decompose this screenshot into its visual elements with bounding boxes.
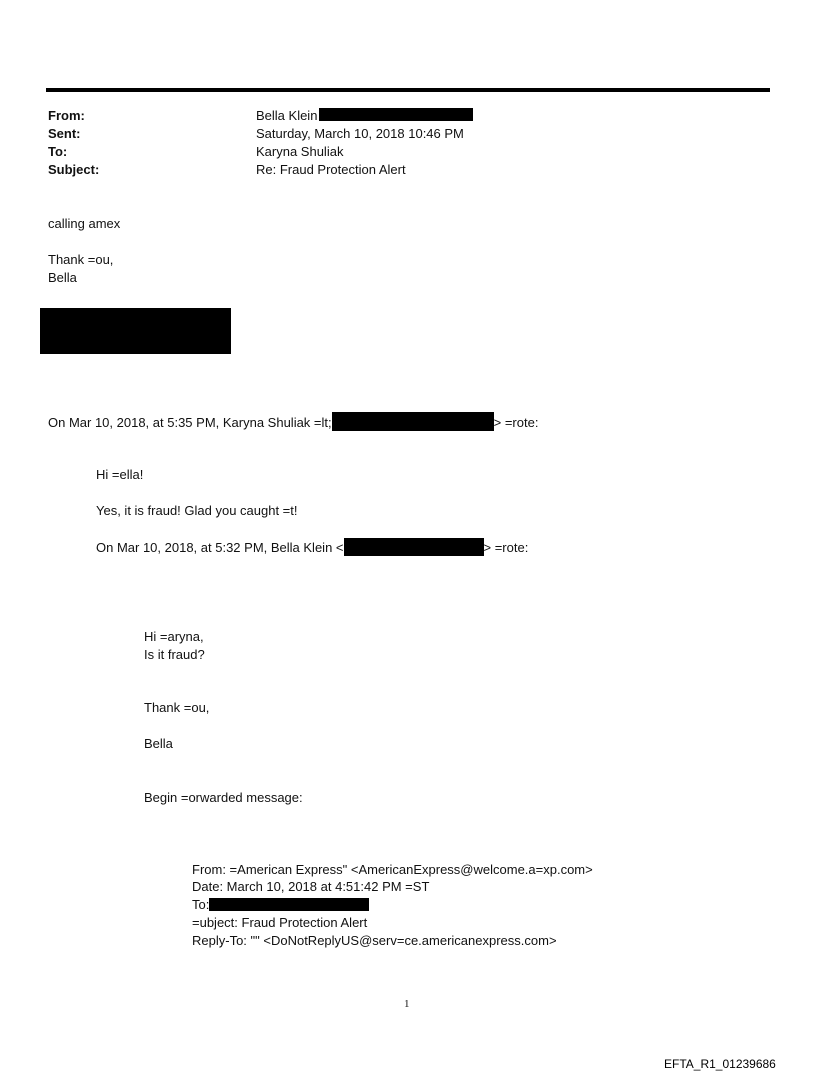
reply-intro [48,412,538,432]
quoted-signoff: Thank =ou, [144,700,210,715]
forwarded-subject: =ubject: Fraud Protection Alert [192,915,368,930]
from-label: From: [48,108,85,123]
body-signature: Bella [48,270,77,285]
quoted-intro-prefix: On Mar 10, 2018, at 5:32 PM, Bella Klein < [96,540,344,555]
reply-intro-prefix: On Mar 10, 2018, at 5:35 PM, Karyna Shuliak =lt; [48,415,332,430]
subject-value: Re: Fraud Protection Alert [256,162,406,177]
redaction-box [209,898,369,911]
body-line: calling amex [48,216,121,231]
reply-intro-suffix: > =rote: [493,415,539,430]
redaction-box [332,412,494,431]
body-signoff: Thank =ou, [48,252,114,267]
quoted-intro-suffix: > =rote: [483,540,529,555]
forwarded-date: Date: March 10, 2018 at 4:51:42 PM =ST [192,879,430,894]
from-value: Bella Klein [256,108,318,123]
header-rule [46,88,770,92]
to-label: To: [48,144,68,159]
forwarded-to [192,896,369,914]
quoted-signature: Bella [144,736,173,751]
reply-text: Yes, it is fraud! Glad you caught =t! [96,503,298,518]
quoted-intro [96,538,528,557]
page-number: 1 [404,998,410,1010]
forwarded-to-label: To: [192,897,210,912]
redaction-box [344,538,484,556]
forwarded-from: From: =American Express" <AmericanExpress@welcome.a=xp.com> [192,862,593,877]
subject-label: Subject: [48,162,100,177]
document-id: EFTA_R1_01239686 [664,1057,776,1071]
forward-label: Begin =orwarded message: [144,790,303,805]
quoted-question: Is it fraud? [144,647,205,662]
redaction-box [40,308,231,354]
to-value: Karyna Shuliak [256,144,344,159]
sent-label: Sent: [48,126,81,141]
sent-value: Saturday, March 10, 2018 10:46 PM [256,126,464,141]
redaction-box [319,108,473,121]
reply-greeting: Hi =ella! [96,467,144,482]
quoted-greeting: Hi =aryna, [144,629,204,644]
forwarded-reply-to: Reply-To: "" <DoNotReplyUS@serv=ce.americanexpress.com> [192,933,557,948]
